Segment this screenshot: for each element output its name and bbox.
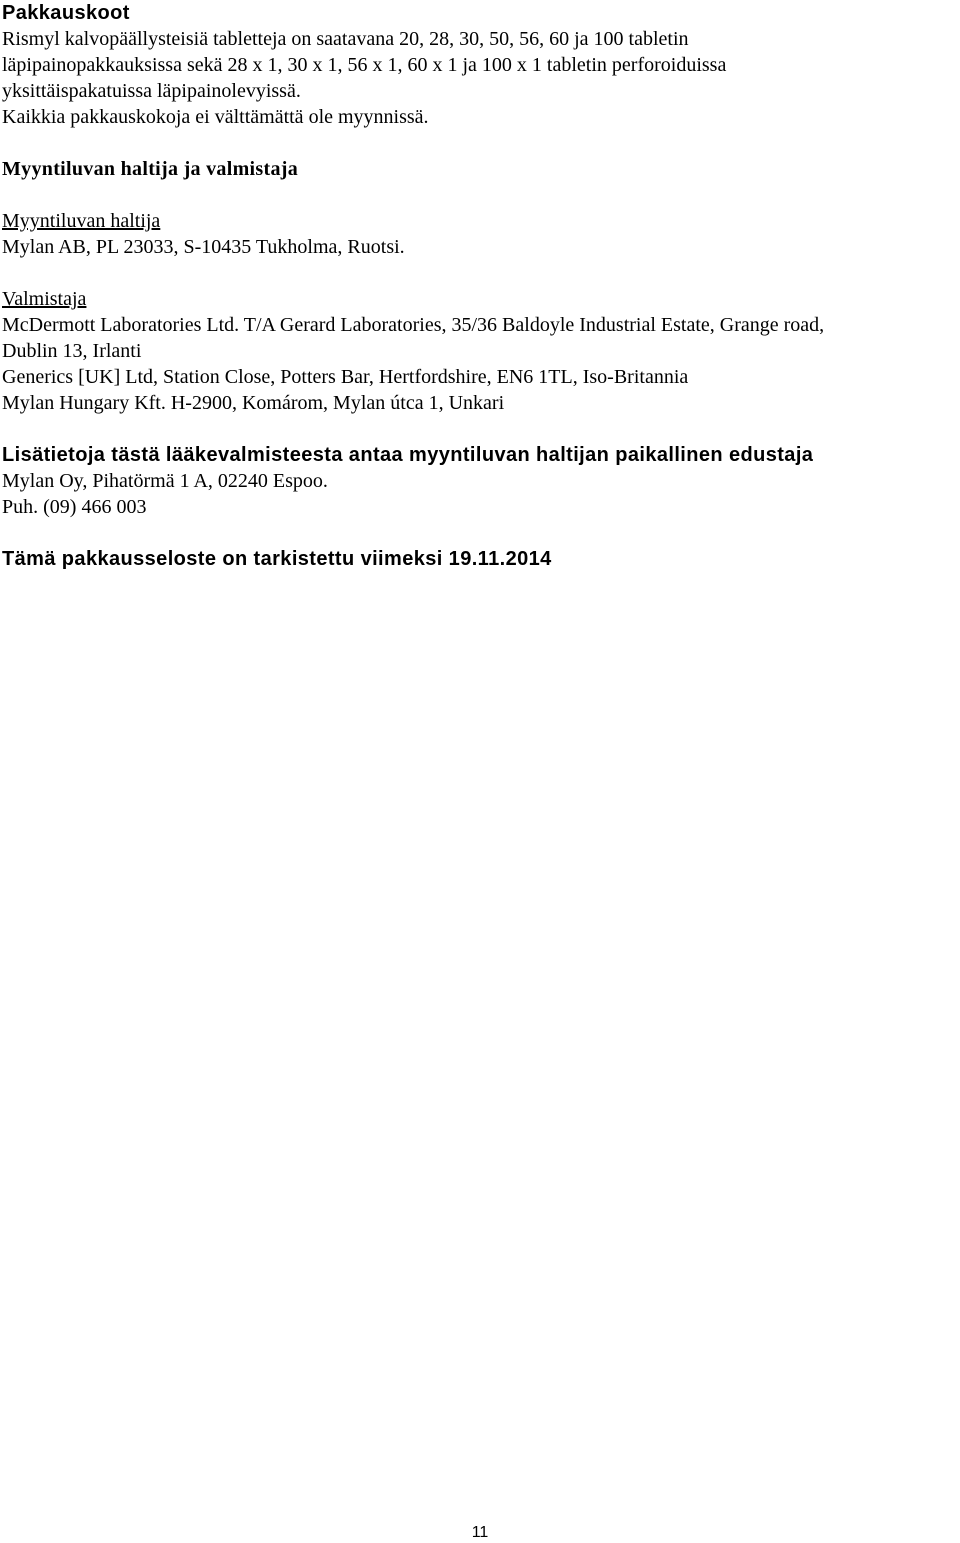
spacer	[2, 130, 958, 156]
local-rep-address: Mylan Oy, Pihatörmä 1 A, 02240 Espoo.	[2, 470, 328, 492]
manufacturer-line: Generics [UK] Ltd, Station Close, Potters Bar, Hertfordshire, EN6 1TL, Iso-Britannia	[2, 366, 689, 388]
document-page	[2, 0, 958, 572]
packaging-heading: Pakkauskoot	[2, 2, 130, 24]
packaging-line: läpipainopakkauksissa sekä 28 x 1, 30 x 1, 56 x 1, 60 x 1 ja 100 x 1 tabletin perforoiduissa	[2, 54, 727, 76]
spacer	[2, 260, 958, 286]
local-rep-section	[2, 442, 958, 520]
manufacturer-line: Dublin 13, Irlanti	[2, 340, 142, 362]
packaging-line: Rismyl kalvopäällysteisiä tabletteja on saatavana 20, 28, 30, 50, 56, 60 ja 100 tabletin	[2, 28, 689, 50]
manufacturer-label: Valmistaja	[2, 288, 87, 310]
local-rep-heading: Lisätietoja tästä lääkevalmisteesta antaa myyntiluvan haltijan paikallinen edustaja	[2, 444, 814, 466]
manufacturer-line: McDermott Laboratories Ltd. T/A Gerard Laboratories, 35/36 Baldoyle Industrial Estate, Grange road,	[2, 314, 825, 336]
spacer	[2, 520, 958, 546]
revision-section	[2, 546, 958, 572]
local-rep-phone: Puh. (09) 466 003	[2, 496, 147, 518]
packaging-line: yksittäispakatuissa läpipainolevyissä.	[2, 80, 301, 102]
spacer	[2, 416, 958, 442]
spacer	[2, 182, 958, 208]
holder-section	[2, 156, 958, 416]
page-number: 11	[471, 1524, 489, 1541]
packaging-line: Kaikkia pakkauskokoja ei välttämättä ole myynnissä.	[2, 106, 429, 128]
manufacturer-line: Mylan Hungary Kft. H-2900, Komárom, Mylan útca 1, Unkari	[2, 392, 505, 414]
holder-address: Mylan AB, PL 23033, S-10435 Tukholma, Ruotsi.	[2, 236, 405, 258]
holder-label: Myyntiluvan haltija	[2, 210, 161, 232]
packaging-section	[2, 0, 958, 130]
revision-statement: Tämä pakkausseloste on tarkistettu viimeksi 19.11.2014	[2, 548, 552, 570]
holder-section-heading: Myyntiluvan haltija ja valmistaja	[2, 158, 299, 180]
